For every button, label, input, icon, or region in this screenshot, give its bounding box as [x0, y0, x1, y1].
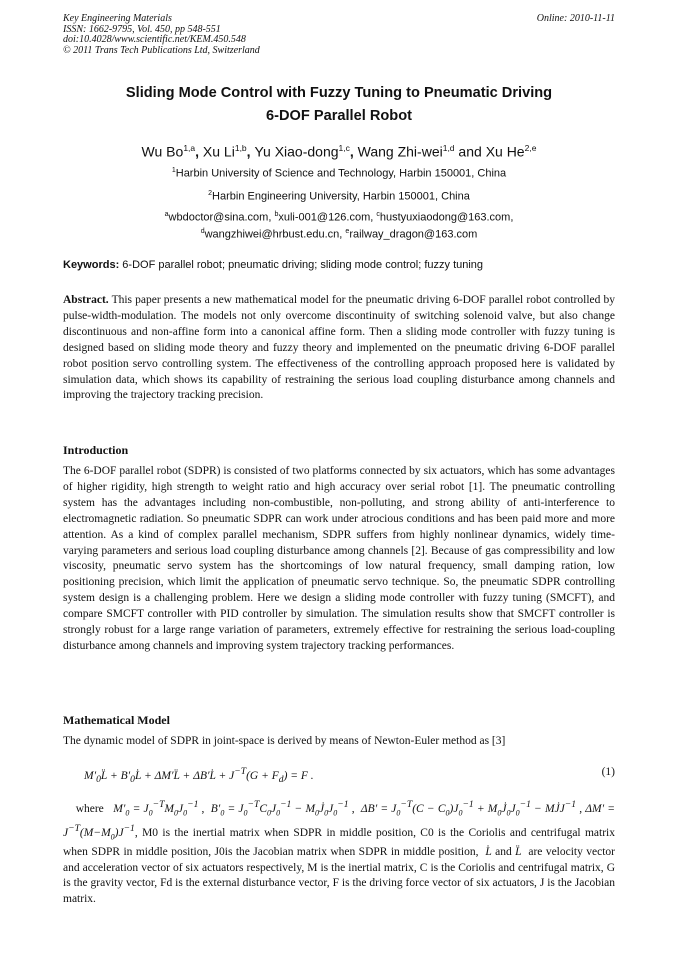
introduction-heading: Introduction: [63, 443, 129, 457]
email-line-1: $^a$wbdoctor@sina.com, $^b$xuli-001@126.com, $^c$hustyuxiaodong@163.com,: [164, 211, 514, 224]
author-separator: and: [454, 143, 486, 160]
doi-line[interactable]: doi:10.4028/www.scientific.net/KEM.450.548: [63, 34, 246, 45]
variable-definitions: where $M'_0 = J_0^{-T}M_0J_0^{-1}$ , $B'_0 = J_0^{-T}C_0J_0^{-1}$ − $M_0J̇_0J_0^{-1}$ , $\Delta B' = J_0^{-T}(C - C_0)J_0^{-1}$ + $M_0J̇_0J_0^{-1}$ − $MJ̇J^{-1}$ , $\Delta M' = J^{-T}(M-M_0)J^{-1}$, M0 is the inertial matrix when SDPR in middle position, C0 is the Coriolis and centrifugal matrix when SDPR in middle position, J0is the Jacobian matrix when SDPR in middle position, L̇ and L̈ are velocity vector and acceleration vector of six actuators respectively, M is the inertial matrix, C is the Coriolis and centrifugal matrix, G is the gravity vector, Fd is the external disturbance vector, F is the driving force vector of six actuators, J is the Jacobian matrix.: [63, 799, 616, 906]
title-line-1: Sliding Mode Control with Fuzzy Tuning to Pneumatic Driving: [125, 85, 553, 101]
author-list: [63, 138, 615, 162]
email-b[interactable]: xuli-001@126.com: [278, 211, 371, 224]
inertia-description: , M0 is the inertial matrix when SDPR in middle position, C0 is the Coriolis and centrifugal matrix when SDPR in middle position, J0is the Jacobian matrix when SDPR in middle position,: [63, 826, 615, 858]
keywords-label: Keywords:: [63, 259, 120, 271]
email-c[interactable]: hustyuxiaodong@163.com: [379, 211, 511, 224]
author-name: Wu Bo: [141, 143, 184, 160]
online-date: Online: 2010-11-11: [536, 13, 615, 24]
author-separator: ,: [349, 143, 358, 160]
affiliation-sup: 2: [208, 190, 213, 197]
author-separator: ,: [246, 143, 255, 160]
journal-header: [63, 14, 615, 56]
affiliation-sup: 1: [171, 167, 176, 174]
affiliation-1: [63, 164, 615, 181]
author-name: Yu Xiao-dong: [254, 143, 339, 160]
author-sup: 1,c: [338, 143, 350, 153]
author-sup: 1,b: [234, 143, 247, 153]
copyright-line: © 2011 Trans Tech Publications Ltd, Switzerland: [63, 44, 260, 56]
author-sup: 2,e: [524, 143, 537, 153]
equation-number: (1): [601, 766, 615, 778]
author-name: Wang Zhi-wei: [357, 143, 443, 160]
title-line-2: 6-DOF Parallel Robot: [266, 108, 412, 124]
affiliation-text: Harbin University of Science and Technology, Harbin 150001, China: [175, 167, 507, 180]
where-label: where: [75, 802, 104, 815]
email-line-2: $^d$wangzhiwei@hrbust.edu.cn, $^e$railway_dragon@163.com: [200, 228, 478, 241]
abstract-text: This paper presents a new mathematical model for the pneumatic driving 6-DOF parallel robot controlled by pulse-width-modulation. The models not only overcome discontinuity of switching solenoid valve, but also change discontinuous and non-affine form into a canonical affine form. Then a sliding mode controller with fuzzy tuning is designed based on sliding mode theory and fuzzy theory and implemented on the pneumatic driving 6-DOF parallel robot position servo controlling system. The effectiveness of the controlling approach proposed here is validated by simulation data, which shows its capability of restraining the serious load coupling disturbance among channels and improving the trajectory tracking precision.: [63, 294, 615, 402]
email-a[interactable]: wbdoctor@sina.com: [168, 211, 269, 224]
model-heading: Mathematical Model: [63, 713, 170, 727]
introduction-text: The 6-DOF parallel robot (SDPR) is consisted of two platforms connected by six actuators, which has some advantages of higher rigidity, high strength to weight ratio and high accuracy over serial robot [1]. The pneumatic controlling system has the advantages including non-combustible, non-polluting, and strong ability of anti-interference to electromagnetic radiation. So pneumatic SDPR can work under atrocious conditions and has been paid more and more attention. As a kind of complex parallel mechanism, SDPR suffers from highly nonlinear dynamics, widely time-varying parameters and serious load coupling disturbance among channels [2]. Because of gas compressibility and low viscosity, pneumatic servo system has the shortcomings of low natural frequency, small damping ration, low positioning precision, which limit the application of pneumatic servo technique. So, the pneumatic SDPR controlling system design is a challenging problem. Here we design a sliding mode controller with fuzzy tuning (SMCFT), and compare SMCFT controller with PID controller by simulation. The simulation results show that SMCFT controller is strongly robust for a large range variation of parameters, extremely effective for restraining the serious load-coupling disturbance among channels and improving system trajectory tracking performances.: [63, 465, 615, 652]
issn-line: ISSN: 1662-9795, Vol. 450, pp 548-551: [63, 23, 221, 35]
model-text: The dynamic model of SDPR in joint-space is derived by means of Newton-Euler method as [3]: [63, 735, 506, 747]
author-name: Xu Li: [202, 143, 235, 160]
velocity-description: are velocity vector and acceleration vector of six actuators respectively, M is the inertial matrix, C is the Coriolis and centrifugal matrix, G is the gravity vector, Fd is the external disturbance vector, F is the driving force vector of six actuators, J is the Jacobian matrix.: [63, 845, 616, 906]
email-list: [63, 208, 615, 242]
paper-title: [63, 82, 615, 128]
email-e[interactable]: railway_dragon@163.com: [349, 228, 478, 241]
author-separator: ,: [195, 143, 203, 160]
abstract-label: Abstract.: [63, 294, 109, 306]
keywords-text: 6-DOF parallel robot; pneumatic driving; sliding mode control; fuzzy tuning: [119, 259, 484, 271]
author-sup: 1,d: [442, 143, 455, 153]
equation-1: $M'_0L̈$ + $B'_0L̇$ + ΔM′L̈ + ΔB′L̇ + $J^{-T}(G + F_d) = F$ .: [84, 766, 314, 786]
affiliation-text: Harbin Engineering University, Harbin 150001, China: [212, 190, 470, 203]
affiliation-2: [63, 187, 615, 204]
author-sup: 1,a: [183, 143, 196, 153]
abstract: [63, 293, 615, 404]
keywords: [63, 258, 615, 272]
email-d[interactable]: wangzhiwei@hrbust.edu.cn: [204, 228, 340, 241]
journal-name: Key Engineering Materials: [63, 13, 172, 24]
author-name: Xu He: [485, 143, 525, 160]
